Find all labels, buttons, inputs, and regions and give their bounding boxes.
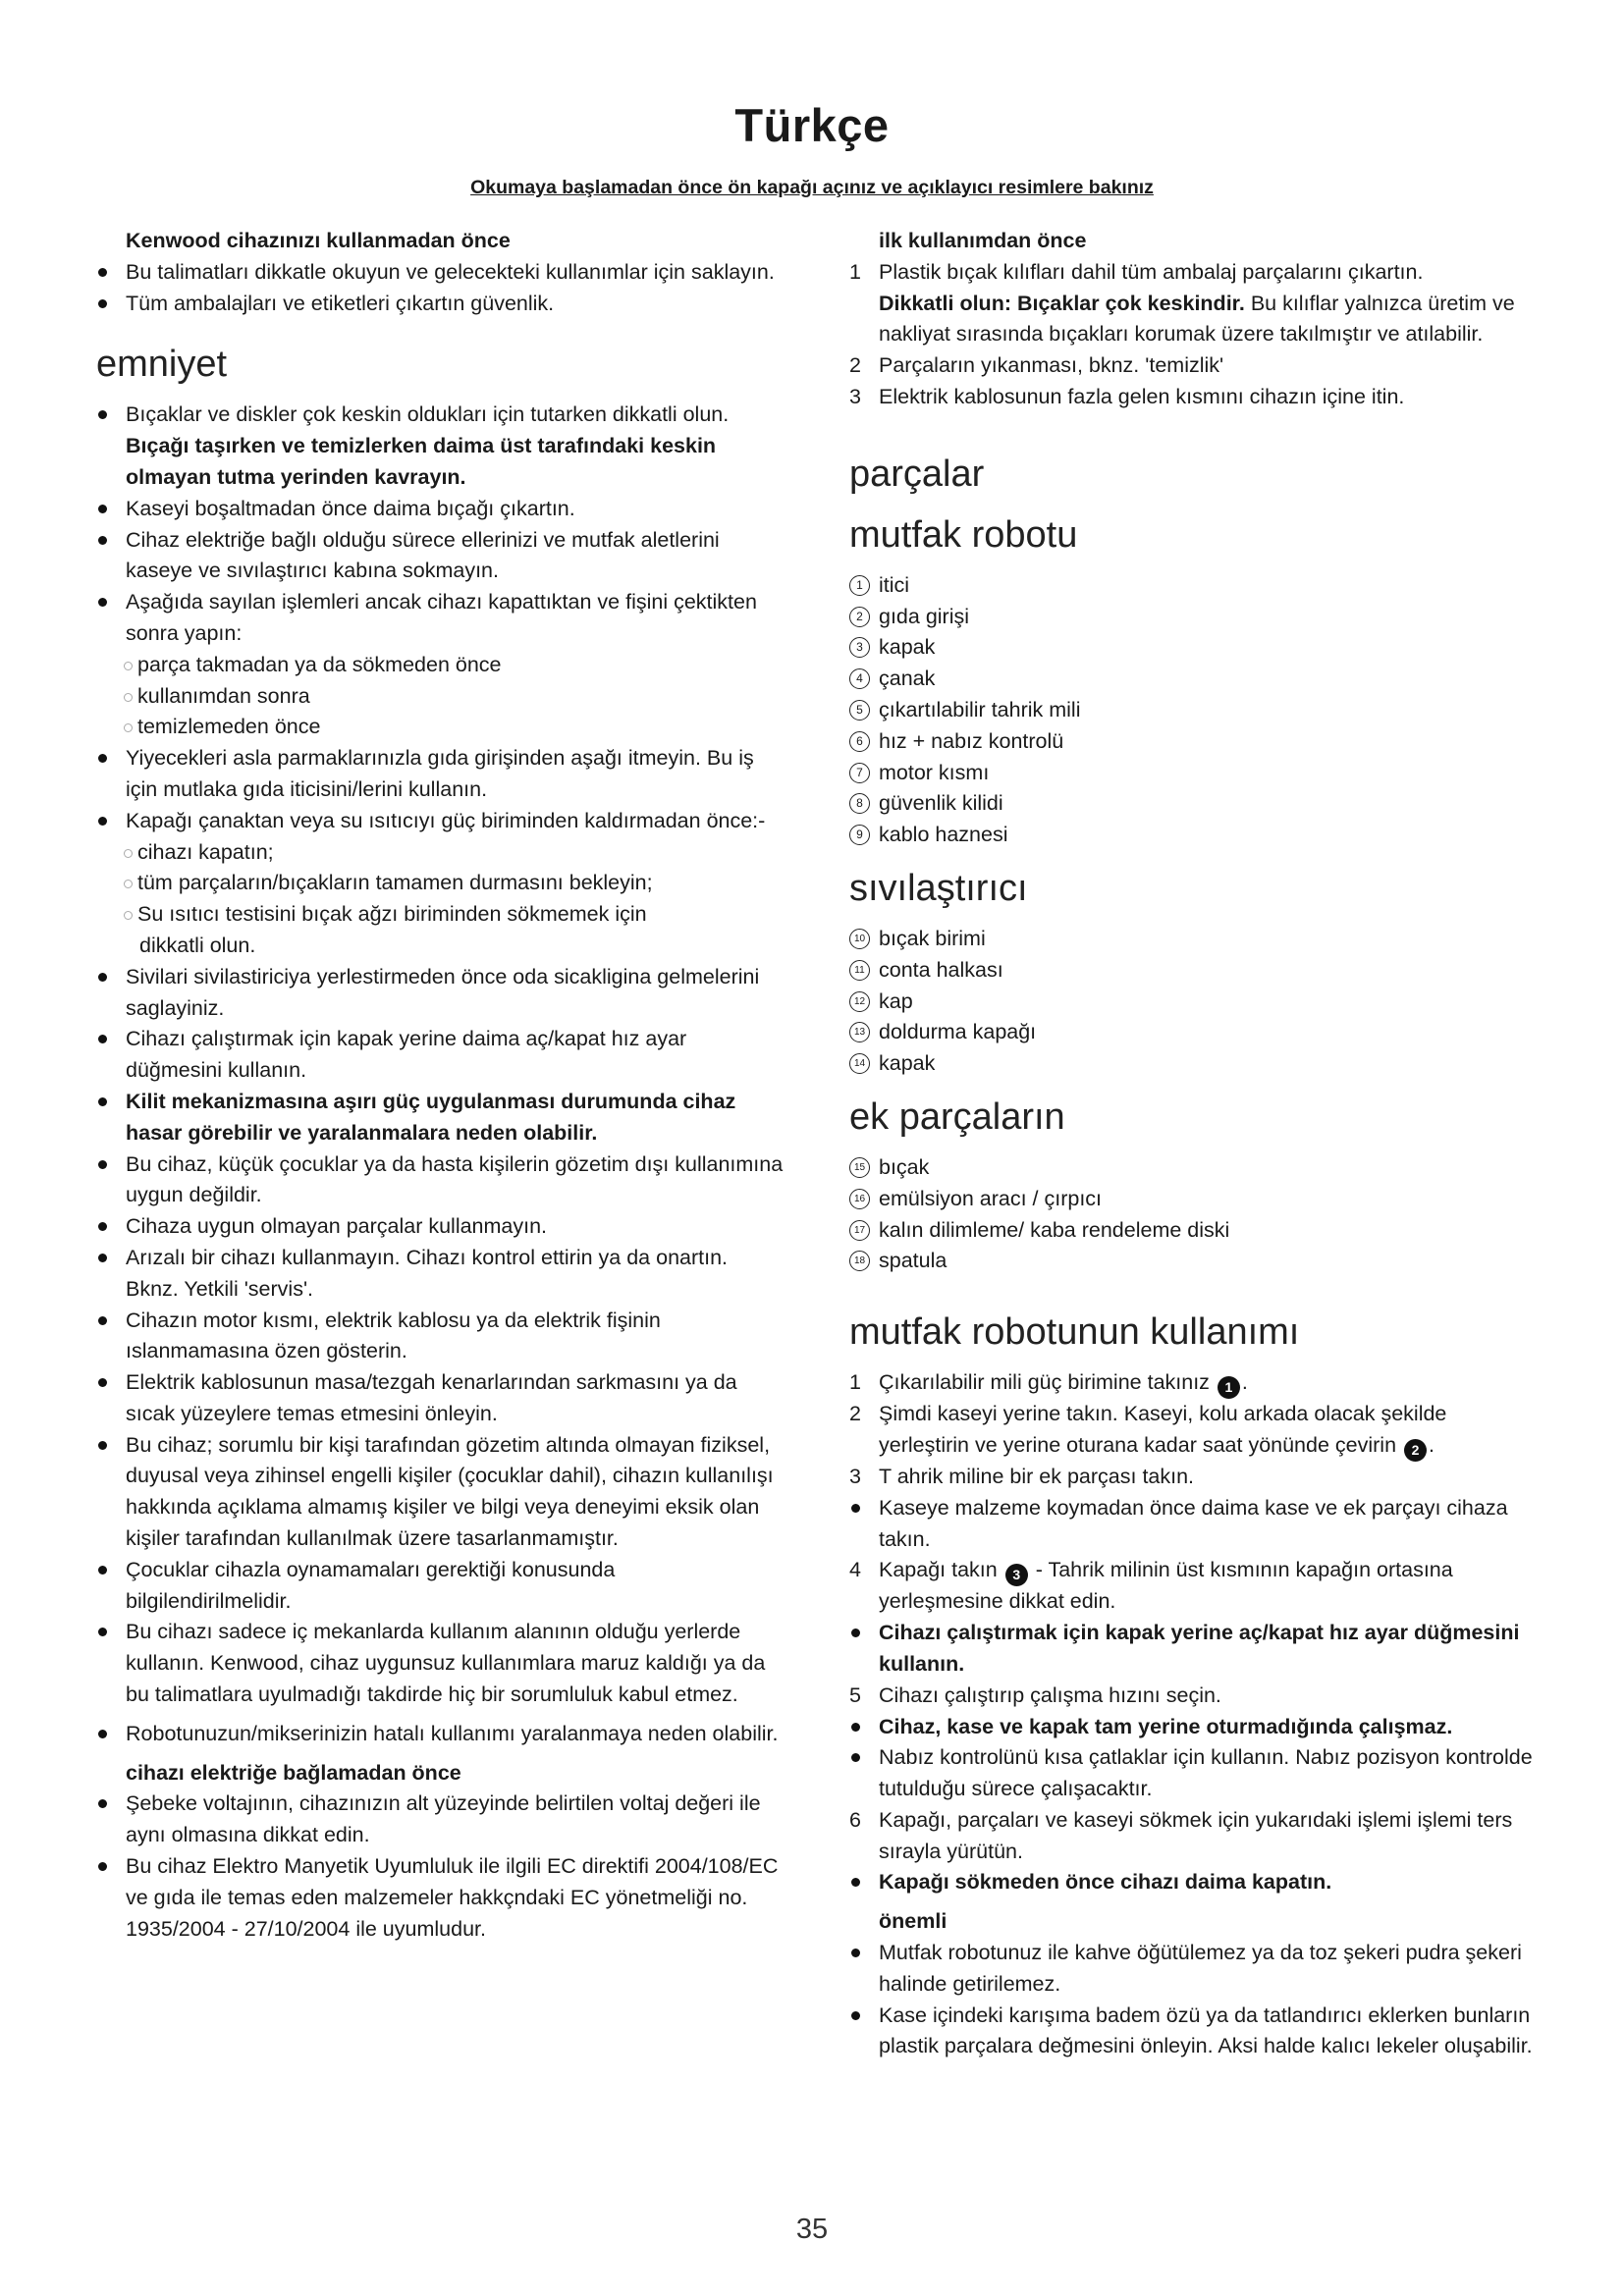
part-item [849, 1246, 1537, 1277]
part-label: bıçak [879, 1154, 930, 1179]
part-item [849, 1152, 1537, 1184]
part-number-icon: 16 [849, 1189, 870, 1209]
attachments-heading: ek parçaların [849, 1095, 1065, 1138]
part-item [849, 955, 1537, 987]
use-bullet [849, 1867, 1537, 1898]
step-number: 5 [849, 1682, 861, 1707]
part-number-icon: 9 [849, 825, 870, 845]
part-label: itici [879, 572, 910, 597]
parts-heading: parçalar [849, 453, 985, 495]
step-text: T ahrik miline bir ek parçası takın. [879, 1464, 1195, 1488]
part-number-icon: 1 [849, 575, 870, 596]
step-number: 6 [849, 1807, 861, 1832]
safety-subitem: cihazı kapatın; [96, 837, 784, 869]
safety-heading: emniyet [96, 344, 228, 386]
plug-item: Bu cihaz Elektro Manyetik Uyumluluk ile ilgili EC direktifi 2004/108/EC ve gıda ile temas eden malzemeler hakkçndaki EC yönetmeliği no. 1935/2004 - 27/10/2004 ile uyumludur. [96, 1851, 784, 1945]
part-label: conta halkası [879, 957, 1003, 982]
safety-item: Yiyecekleri asla parmaklarınızla gıda girişinden aşağı itmeyin. Bu iş için mutlaka gıda iticisini/lerini kullanın. [96, 743, 784, 806]
part-number-icon: 5 [849, 700, 870, 721]
step-text: - Tahrik milinin üst kısmının kapağın ortasına yerleşmesine dikkat edin. [879, 1558, 1453, 1614]
use-bold-text: Cihaz, kase ve kapak tam yerine oturmadığında çalışmaz. [879, 1714, 1453, 1738]
processor-heading: mutfak robotu [849, 513, 1078, 556]
step-text: Plastik bıçak kılıfları dahil tüm ambalaj parçalarını çıkartın. [879, 259, 1424, 284]
safety-item: Kaseyi boşaltmadan önce daima bıçağı çıkartın. [96, 494, 784, 525]
safety-item: Bu cihaz; sorumlu bir kişi tarafından gözetim altında olmayan fiziksel, duyusal veya zihinsel engelli kişiler (çocuklar dahil), cihazın kullanılışı hakkında açıklama almamış kişiler ve bilgi veya deneyimi eksik olan kişiler tarafından kullanılmak üzere tasarlanmamıştır. [96, 1430, 784, 1555]
use-heading: mutfak robotunun kullanımı [849, 1311, 1300, 1354]
part-number-icon: 12 [849, 991, 870, 1012]
part-label: spatula [879, 1249, 947, 1273]
part-label: kapak [879, 635, 936, 660]
part-number-icon: 13 [849, 1022, 870, 1042]
plug-item: Şebeke voltajının, cihazınızın alt yüzeyinde belirtilen voltaj değeri ile aynı olmasına dikkat edin. [96, 1789, 784, 1851]
part-item [849, 987, 1537, 1018]
part-label: gıda girişi [879, 604, 970, 628]
use-bullet [849, 1618, 1537, 1681]
safety-item: Bu cihaz, küçük çocuklar ya da hasta kişilerin gözetim dışı kullanımına uygun değildir. [96, 1149, 784, 1212]
right-column [849, 226, 1537, 2062]
part-item [849, 758, 1537, 789]
safety-item: Cihazın motor kısmı, elektrik kablosu ya da elektrik fişinin ıslanmamasına özen gösterin. [96, 1306, 784, 1368]
step-number: 4 [849, 1558, 861, 1582]
part-label: kap [879, 988, 913, 1013]
safety-subitem: tüm parçaların/bıçakların tamamen durmasını bekleyin; [96, 868, 784, 899]
part-number-icon: 10 [849, 929, 870, 949]
safety-item: Cihaza uygun olmayan parçalar kullanmayın. [96, 1211, 784, 1243]
step-number: 2 [849, 353, 861, 378]
step-text: Elektrik kablosunun fazla gelen kısmını cihazın içine itin. [879, 384, 1405, 408]
use-step: 1 Çıkarılabilir mili güç birimine takınız 1 . [849, 1367, 1537, 1399]
first-use-heading: ilk kullanımdan önce [879, 229, 1087, 252]
part-item [849, 664, 1537, 695]
step-number: 3 [849, 1464, 861, 1488]
part-label: kablo haznesi [879, 823, 1008, 847]
part-label: çanak [879, 667, 936, 691]
intro-bullet: Tüm ambalajları ve etiketleri çıkartın güvenlik. [96, 289, 784, 320]
left-column [96, 226, 784, 1945]
step-number: 1 [849, 1370, 861, 1395]
part-number-icon: 14 [849, 1053, 870, 1074]
part-item [849, 820, 1537, 851]
safety-item: Cihazı çalıştırmak için kapak yerine daima aç/kapat hız ayar düğmesini kullanın. [96, 1024, 784, 1087]
intro-heading: Kenwood cihazınızı kullanmadan önce [126, 229, 511, 252]
part-item [849, 602, 1537, 633]
part-label: kapak [879, 1051, 936, 1076]
step-text: Şimdi kaseyi yerine takın. Kaseyi, kolu arkada olacak şekilde yerleştirin ve yerine oturana kadar saat yönünde çevirin [879, 1402, 1447, 1457]
important-heading: önemli [879, 1909, 947, 1934]
intro-bullet: Bu talimatları dikkatle okuyun ve gelecekteki kullanımlar için saklayın. [96, 257, 784, 289]
part-item [849, 570, 1537, 602]
part-number-icon: 3 [849, 637, 870, 658]
use-bullet: Nabız kontrolünü kısa çatlaklar için kullanın. Nabız pozisyon kontrolde tutulduğu sürece çalışacaktır. [849, 1742, 1537, 1805]
part-label: hız + nabız kontrolü [879, 728, 1064, 753]
part-number-icon: 6 [849, 731, 870, 752]
safety-subitem: temizlemeden önce [96, 712, 784, 743]
safety-subitem: kullanımdan sonra [96, 681, 784, 713]
step-text: Kapağı takın [879, 1558, 998, 1582]
part-item [849, 695, 1537, 726]
use-bold-text: Cihazı çalıştırmak için kapak yerine aç/kapat hız ayar düğmesini kullanın. [879, 1621, 1520, 1676]
use-step: 2 Şimdi kaseyi yerine takın. Kaseyi, kolu arkada olacak şekilde yerleştirin ve yerine oturana kadar saat yönünde çevirin 2 . [849, 1399, 1537, 1462]
figure-ref-icon: 3 [1005, 1564, 1028, 1586]
safety-subitem: parça takmadan ya da sökmeden önce [96, 650, 784, 681]
safety-item: Kapağı çanaktan veya su ısıtıcıyı güç biriminden kaldırmadan önce:- [96, 806, 784, 837]
use-step [849, 1462, 1537, 1493]
part-number-icon: 15 [849, 1157, 870, 1178]
safety-bold-text: Bıçağı taşırken ve temizlerken daima üst tarafındaki keskin olmayan tutma yerinden kavrayın. [126, 434, 717, 489]
safety-bold-text: Kilit mekanizmasına aşırı güç uygulanması durumunda cihaz hasar görebilir ve yaralanmalara neden olabilir. [126, 1089, 736, 1145]
safety-item: Arızalı bir cihazı kullanmayın. Cihazı kontrol ettirin ya da onartın. Bknz. Yetkili 'servis'. [96, 1243, 784, 1306]
part-item [849, 1048, 1537, 1080]
liquidiser-parts-list [849, 924, 1537, 1080]
part-label: çıkartılabilir tahrik mili [879, 697, 1081, 721]
step-number: 1 [849, 259, 861, 284]
part-label: motor kısmı [879, 760, 990, 784]
step-warning: Dikkatli olun: Bıçaklar çok keskindir. [879, 291, 1245, 315]
safety-item: Sivilari sivilastiriciya yerlestirmeden önce oda sicakligina gelmelerini saglayiniz. [96, 962, 784, 1025]
part-number-icon: 8 [849, 793, 870, 814]
first-use-step [849, 382, 1537, 413]
part-number-icon: 18 [849, 1251, 870, 1271]
page-number: 35 [795, 2214, 829, 2245]
step-text: Çıkarılabilir mili güç birimine takınız [879, 1370, 1210, 1395]
safety-item: Elektrik kablosunun masa/tezgah kenarlarından sarkmasını ya da sıcak yüzeylere temas etmesini önleyin. [96, 1367, 784, 1430]
safety-item: Aşağıda sayılan işlemleri ancak cihazı kapattıktan ve fişini çektikten sonra yapın: [96, 587, 784, 650]
part-label: emülsiyon aracı / çırpıcı [879, 1186, 1103, 1210]
figure-ref-icon: 1 [1218, 1376, 1240, 1399]
part-number-icon: 4 [849, 668, 870, 689]
safety-item: Cihaz elektriğe bağlı olduğu sürece ellerinizi ve mutfak aletlerini kaseye ve sıvılaştırıcı kabına sokmayın. [96, 525, 784, 588]
part-item [849, 1215, 1537, 1247]
safety-item [96, 400, 784, 493]
safety-item: Çocuklar cihazla oynamamaları gerektiği konusunda bilgilendirilmelidir. [96, 1555, 784, 1618]
use-step [849, 1805, 1537, 1868]
step-number: 2 [849, 1402, 861, 1426]
step-text: Bu kılıflar yalnızca üretim ve nakliyat sırasında bıçakları korumak üzere takılmıştır ve atılabilir. [879, 291, 1515, 347]
part-label: kalın dilimleme/ kaba rendeleme diski [879, 1217, 1230, 1242]
step-text: Parçaların yıkanması, bknz. 'temizlik' [879, 353, 1224, 378]
figure-ref-icon: 2 [1404, 1439, 1427, 1462]
part-number-icon: 17 [849, 1220, 870, 1241]
safety-item [96, 1087, 784, 1149]
step-text: Cihazı çalıştırıp çalışma hızını seçin. [879, 1682, 1221, 1707]
important-item: Mutfak robotunuz ile kahve öğütülemez ya da toz şekeri pudra şekeri halinde getirilemez. [849, 1938, 1537, 2001]
part-label: bıçak birimi [879, 926, 986, 950]
attachment-parts-list [849, 1152, 1537, 1277]
safety-subitem: Su ısıtıcı testisini bıçak ağzı biriminden sökmemek için [96, 899, 784, 931]
part-number-icon: 2 [849, 607, 870, 627]
part-item [849, 924, 1537, 955]
part-number-icon: 7 [849, 763, 870, 783]
important-item: Kase içindeki karışıma badem özü ya da tatlandırıcı eklerken bunların plastik parçalara değmesini önleyin. Aksi halde kalıcı lekeler oluşabilir. [849, 2001, 1537, 2063]
safety-subitem-continuation: dikkatli olun. [139, 933, 256, 957]
use-bullet [849, 1712, 1537, 1743]
plug-heading: cihazı elektriğe bağlamadan önce [126, 1760, 461, 1785]
page-title: Türkçe [734, 99, 890, 151]
use-step [849, 1555, 1537, 1618]
page-subtitle: Okumaya başlamadan önce ön kapağı açınız ve açıklayıcı resimlere bakınız [470, 177, 1154, 198]
part-label: güvenlik kilidi [879, 791, 1003, 816]
first-use-step [849, 257, 1537, 350]
use-step [849, 1681, 1537, 1712]
first-use-step [849, 350, 1537, 382]
part-item [849, 726, 1537, 758]
part-item [849, 1017, 1537, 1048]
safety-item: Bu cihazı sadece iç mekanlarda kullanım alanının olduğu yerlerde kullanın. Kenwood, cihaz uygunsuz kullanımlara maruz kaldığı ya da bu talimatlara uyulmadığı takdirde hiç bir sorumluluk kabul etmez. [96, 1617, 784, 1710]
liquidiser-heading: sıvılaştırıcı [849, 867, 1028, 909]
use-bold-text: Kapağı sökmeden önce cihazı daima kapatın. [879, 1870, 1332, 1895]
part-number-icon: 11 [849, 960, 870, 981]
safety-item: Robotunuzun/mikserinizin hatalı kullanımı yaralanmaya neden olabilir. [96, 1719, 784, 1750]
use-bullet: Kaseye malzeme koymadan önce daima kase ve ek parçayı cihaza takın. [849, 1493, 1537, 1556]
step-number: 3 [849, 384, 861, 408]
step-text: Kapağı, parçaları ve kaseyi sökmek için yukarıdaki işlemi işlemi ters sırayla yürütün. [879, 1807, 1513, 1863]
processor-parts-list [849, 570, 1537, 851]
part-item [849, 788, 1537, 820]
safety-text: Bıçaklar ve diskler çok keskin oldukları için tutarken dikkatli olun. [126, 402, 730, 427]
part-item [849, 632, 1537, 664]
part-item [849, 1184, 1537, 1215]
part-label: doldurma kapağı [879, 1020, 1037, 1044]
